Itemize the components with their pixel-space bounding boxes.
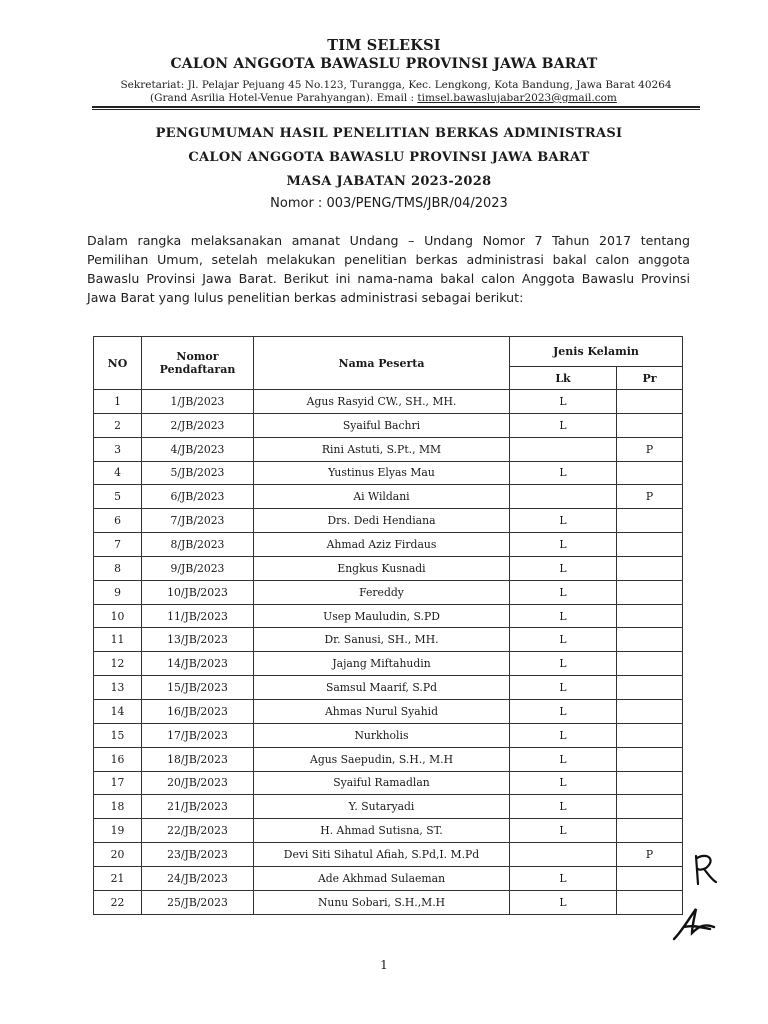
female-cell [617,413,683,437]
male-cell: L [510,461,617,485]
table-row [94,556,683,580]
female-cell [617,652,683,676]
male-cell: L [510,533,617,557]
table-row [94,866,683,890]
header-gender: Jenis Kelamin [510,337,683,367]
male-cell: L [510,771,617,795]
table-row [94,390,683,414]
male-cell: L [510,819,617,843]
registration-number-cell: 8/JB/2023 [142,533,254,557]
registration-number-cell: 22/JB/2023 [142,819,254,843]
header-subtitle: CALON ANGGOTA BAWASLU PROVINSI JAWA BARAT [170,56,598,72]
registration-number-cell: 10/JB/2023 [142,580,254,604]
male-cell: L [510,699,617,723]
announcement-number: Nomor : 003/PENG/TMS/JBR/04/2023 [270,196,508,211]
participant-name-cell: Ahmas Nurul Syahid [254,699,510,723]
registration-number-cell: 24/JB/2023 [142,866,254,890]
male-cell: L [510,390,617,414]
participant-name-cell: Dr. Sanusi, SH., MH. [254,628,510,652]
registration-number-cell: 16/JB/2023 [142,699,254,723]
female-cell [617,699,683,723]
table-row [94,533,683,557]
participant-name-cell: Engkus Kusnadi [254,556,510,580]
participant-name-cell: Nunu Sobari, S.H.,M.H [254,890,510,914]
table-row [94,628,683,652]
participant-name-cell: Syaiful Ramadlan [254,771,510,795]
table-row [94,676,683,700]
participant-name-cell: Fereddy [254,580,510,604]
table-body [94,390,683,915]
female-cell: P [617,437,683,461]
male-cell: L [510,795,617,819]
row-number-cell: 7 [94,533,142,557]
female-cell [617,628,683,652]
row-number-cell: 4 [94,461,142,485]
table-row [94,437,683,461]
registration-number-cell: 18/JB/2023 [142,747,254,771]
participant-name-cell: Ai Wildani [254,485,510,509]
participants-table [93,336,683,915]
table-row [94,485,683,509]
paraf-signature [670,905,718,945]
row-number-cell: 22 [94,890,142,914]
registration-number-cell: 6/JB/2023 [142,485,254,509]
table-row [94,604,683,628]
male-cell [510,437,617,461]
registration-number-cell: 23/JB/2023 [142,843,254,867]
row-number-cell: 13 [94,676,142,700]
male-cell: L [510,652,617,676]
female-cell [617,723,683,747]
registration-number-cell: 9/JB/2023 [142,556,254,580]
row-number-cell: 15 [94,723,142,747]
participant-name-cell: Usep Mauludin, S.PD [254,604,510,628]
registration-number-cell: 13/JB/2023 [142,628,254,652]
registration-number-cell: 15/JB/2023 [142,676,254,700]
registration-number-cell: 2/JB/2023 [142,413,254,437]
registration-number-cell: 21/JB/2023 [142,795,254,819]
table-row [94,509,683,533]
female-cell [617,771,683,795]
female-cell: P [617,485,683,509]
female-cell [617,556,683,580]
row-number-cell: 16 [94,747,142,771]
male-cell: L [510,580,617,604]
female-cell [617,795,683,819]
male-cell: L [510,556,617,580]
page-number: 1 [380,958,388,972]
row-number-cell: 19 [94,819,142,843]
female-cell [617,390,683,414]
header-no: NO [94,337,142,390]
row-number-cell: 1 [94,390,142,414]
male-cell: L [510,866,617,890]
registration-number-cell: 7/JB/2023 [142,509,254,533]
registration-number-cell: 11/JB/2023 [142,604,254,628]
female-cell [617,533,683,557]
row-number-cell: 17 [94,771,142,795]
header-email-link[interactable]: timsel.bawaslujabar2023@gmail.com [417,92,617,104]
table-row [94,795,683,819]
registration-number-cell: 25/JB/2023 [142,890,254,914]
header-participant-name: Nama Peserta [254,337,510,390]
row-number-cell: 10 [94,604,142,628]
participant-name-cell: Yustinus Elyas Mau [254,461,510,485]
row-number-cell: 12 [94,652,142,676]
row-number-cell: 21 [94,866,142,890]
row-number-cell: 9 [94,580,142,604]
table-row [94,771,683,795]
female-cell [617,747,683,771]
male-cell [510,485,617,509]
row-number-cell: 8 [94,556,142,580]
table-row [94,890,683,914]
participant-name-cell: Rini Astuti, S.Pt., MM [254,437,510,461]
male-cell: L [510,890,617,914]
table-row [94,413,683,437]
female-cell [617,676,683,700]
registration-number-cell: 1/JB/2023 [142,390,254,414]
header-address-line2 [150,92,690,104]
header-address: Sekretariat: Jl. Pelajar Pejuang 45 No.123, Turangga, Kec. Lengkong, Kota Bandung, Jawa Barat 40264 [120,79,672,91]
registration-number-cell: 4/JB/2023 [142,437,254,461]
table-row [94,819,683,843]
announcement-subtitle: CALON ANGGOTA BAWASLU PROVINSI JAWA BARAT [188,150,590,165]
male-cell: L [510,509,617,533]
participant-name-cell: Nurkholis [254,723,510,747]
header-female: Pr [617,367,683,390]
header-divider-thin [92,109,700,110]
header-male: Lk [510,367,617,390]
row-number-cell: 2 [94,413,142,437]
intro-paragraph: Dalam rangka melaksanakan amanat Undang – Undang Nomor 7 Tahun 2017 tentang Pemilihan Umum, setelah melakukan penelitian berkas administrasi bakal calon anggota Bawaslu Provinsi Jawa Barat. Berikut ini nama-nama bakal calon Anggota Bawaslu Provinsi Jawa Barat yang lulus penelitian berkas administrasi sebagai berikut: [87,233,690,305]
row-number-cell: 5 [94,485,142,509]
announcement-period: MASA JABATAN 2023-2028 [286,174,492,189]
participant-name-cell: Drs. Dedi Hendiana [254,509,510,533]
female-cell: P [617,843,683,867]
header-title: TIM SELEKSI [327,37,441,54]
table-row [94,699,683,723]
table-row [94,843,683,867]
female-cell [617,461,683,485]
male-cell: L [510,723,617,747]
registration-number-cell: 5/JB/2023 [142,461,254,485]
row-number-cell: 18 [94,795,142,819]
row-number-cell: 6 [94,509,142,533]
participant-name-cell: Samsul Maarif, S.Pd [254,676,510,700]
female-cell [617,509,683,533]
participant-name-cell: Agus Saepudin, S.H., M.H [254,747,510,771]
table-row [94,461,683,485]
participant-name-cell: Jajang Miftahudin [254,652,510,676]
table-row [94,580,683,604]
participant-name-cell: Y. Sutaryadi [254,795,510,819]
male-cell [510,843,617,867]
male-cell: L [510,604,617,628]
participant-name-cell: Ahmad Aziz Firdaus [254,533,510,557]
male-cell: L [510,628,617,652]
registration-number-cell: 14/JB/2023 [142,652,254,676]
paraf-mark-signature [690,850,722,890]
female-cell [617,819,683,843]
row-number-cell: 20 [94,843,142,867]
participant-name-cell: Agus Rasyid CW., SH., MH. [254,390,510,414]
participant-name-cell: H. Ahmad Sutisna, ST. [254,819,510,843]
male-cell: L [510,413,617,437]
table-row [94,723,683,747]
row-number-cell: 3 [94,437,142,461]
participant-name-cell: Ade Akhmad Sulaeman [254,866,510,890]
table-row [94,652,683,676]
header-venue: (Grand Asrilia Hotel-Venue Parahyangan). Email : [150,92,418,104]
female-cell [617,580,683,604]
announcement-title: PENGUMUMAN HASIL PENELITIAN BERKAS ADMINISTRASI [155,126,623,141]
table-row [94,747,683,771]
participant-name-cell: Devi Siti Sihatul Afiah, S.Pd,I. M.Pd [254,843,510,867]
header-registration-number: Nomor Pendaftaran [142,337,254,390]
header-divider [92,106,700,108]
male-cell: L [510,676,617,700]
female-cell [617,866,683,890]
row-number-cell: 11 [94,628,142,652]
row-number-cell: 14 [94,699,142,723]
participant-name-cell: Syaiful Bachri [254,413,510,437]
registration-number-cell: 20/JB/2023 [142,771,254,795]
female-cell [617,604,683,628]
male-cell: L [510,747,617,771]
registration-number-cell: 17/JB/2023 [142,723,254,747]
